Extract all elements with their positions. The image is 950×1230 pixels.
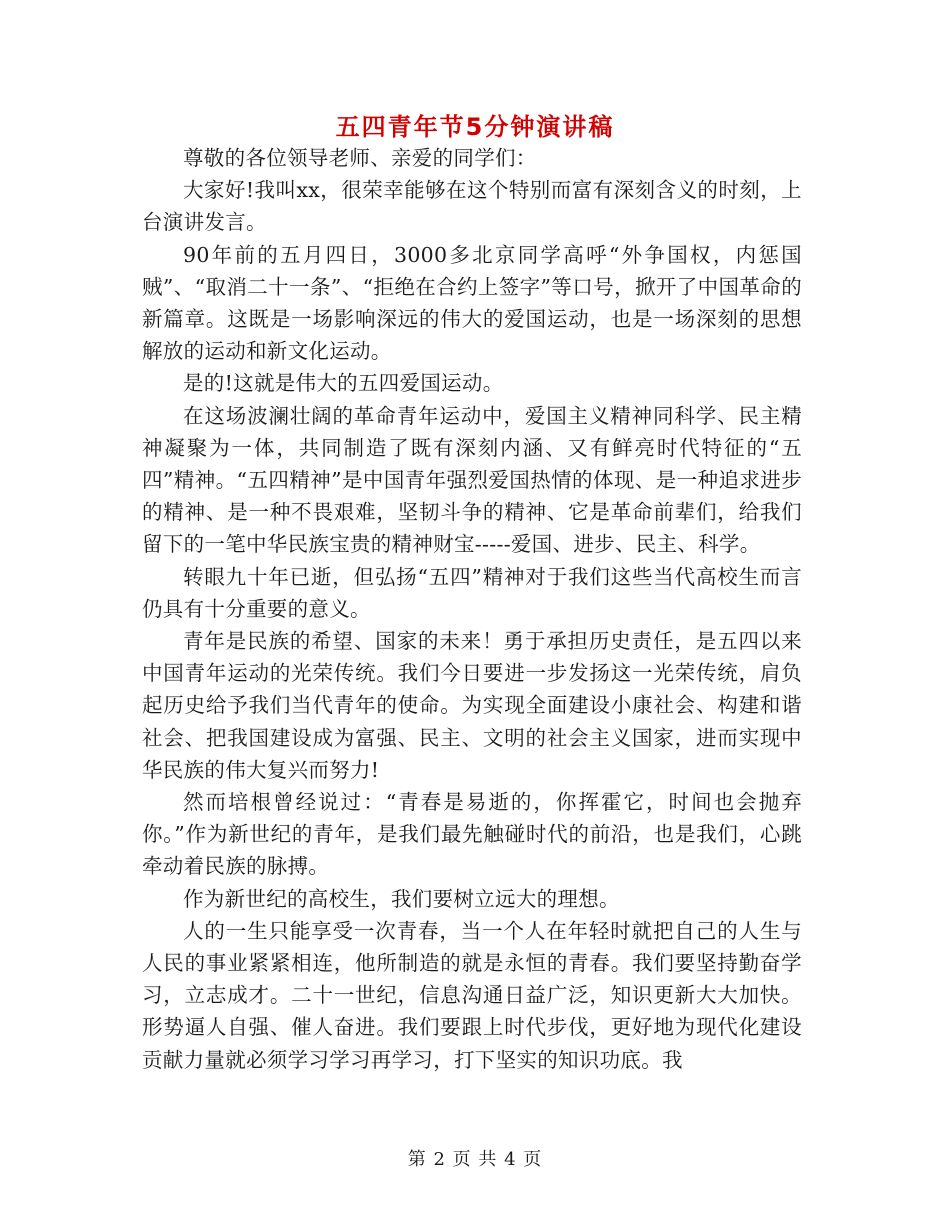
paragraph-ideal: 作为新世纪的高校生，我们要树立远大的理想。 [183, 886, 620, 911]
paragraph-significance: 转眼九十年已逝，但弘扬“五四”精神对于我们这些当代高校生而言仍具有十分重要的意义。 [142, 564, 802, 621]
page-footer: 第 2 页 共 4 页 [407, 1149, 543, 1170]
paragraph-spirit: 在这场波澜壮阔的革命青年运动中，爱国主义精神同科学、民主精神凝聚为一体，共同制造了既有深刻内涵、又有鲜亮时代特征的“五四”精神。“五四精神”是中国青年强烈爱国热情的体现、是一种追求进步的精神、是一种不畏艰难，坚韧斗争的精神、它是革命前辈们，给我们留下的一笔中华民族宝贵的精神财宝-----爱国、进步、民主、科学。 [142, 403, 802, 557]
paragraph-youth-hope: 青年是民族的希望、国家的未来！勇于承担历史责任，是五四以来中国青年运动的光荣传统。我们今日要进一步发扬这一光荣传统，肩负起历史给予我们当代青年的使命。为实现全面建设小康社会、构建和谐社会、把我国建设成为富强、民主、文明的社会主义国家，进而实现中华民族的伟大复兴而努力! [142, 629, 802, 782]
paragraph-greeting: 大家好!我叫xx，很荣幸能够在这个特别而富有深刻含义的时刻，上台演讲发言。 [142, 178, 802, 235]
paragraph-salutation: 尊敬的各位领导老师、亲爱的同学们： [183, 146, 537, 170]
paragraph-affirmation: 是的!这就是伟大的五四爱国运动。 [183, 371, 504, 396]
document-body [142, 142, 802, 1076]
paragraph-history: 90年前的五月四日，3000多北京同学高呼“外争国权，内惩国贼”、“取消二十一条”、“拒绝在合约上签字”等口号，掀开了中国革命的新篇章。这既是一场影响深远的伟大的爱国运动，也是一场深刻的思想解放的运动和新文化运动。 [142, 242, 802, 364]
document-title: 五四青年节5分钟演讲稿 [335, 113, 615, 141]
paragraph-study: 人的一生只能享受一次青春，当一个人在年轻时就把自己的人生与人民的事业紧紧相连，他所制造的就是永恒的青春。我们要坚持勤奋学习，立志成才。二十一世纪，信息沟通日益广泛，知识更新大大加快。形势逼人自强、催人奋进。我们要跟上时代步伐，更好地为现代化建设贡献力量就必须学习学习再学习，打下坚实的知识功底。我 [142, 918, 802, 1072]
paragraph-bacon-quote: 然而培根曾经说过：“青春是易逝的，你挥霍它，时间也会抛弃你。”作为新世纪的青年，是我们最先触碰时代的前沿，也是我们，心跳牵动着民族的脉搏。 [142, 790, 802, 879]
